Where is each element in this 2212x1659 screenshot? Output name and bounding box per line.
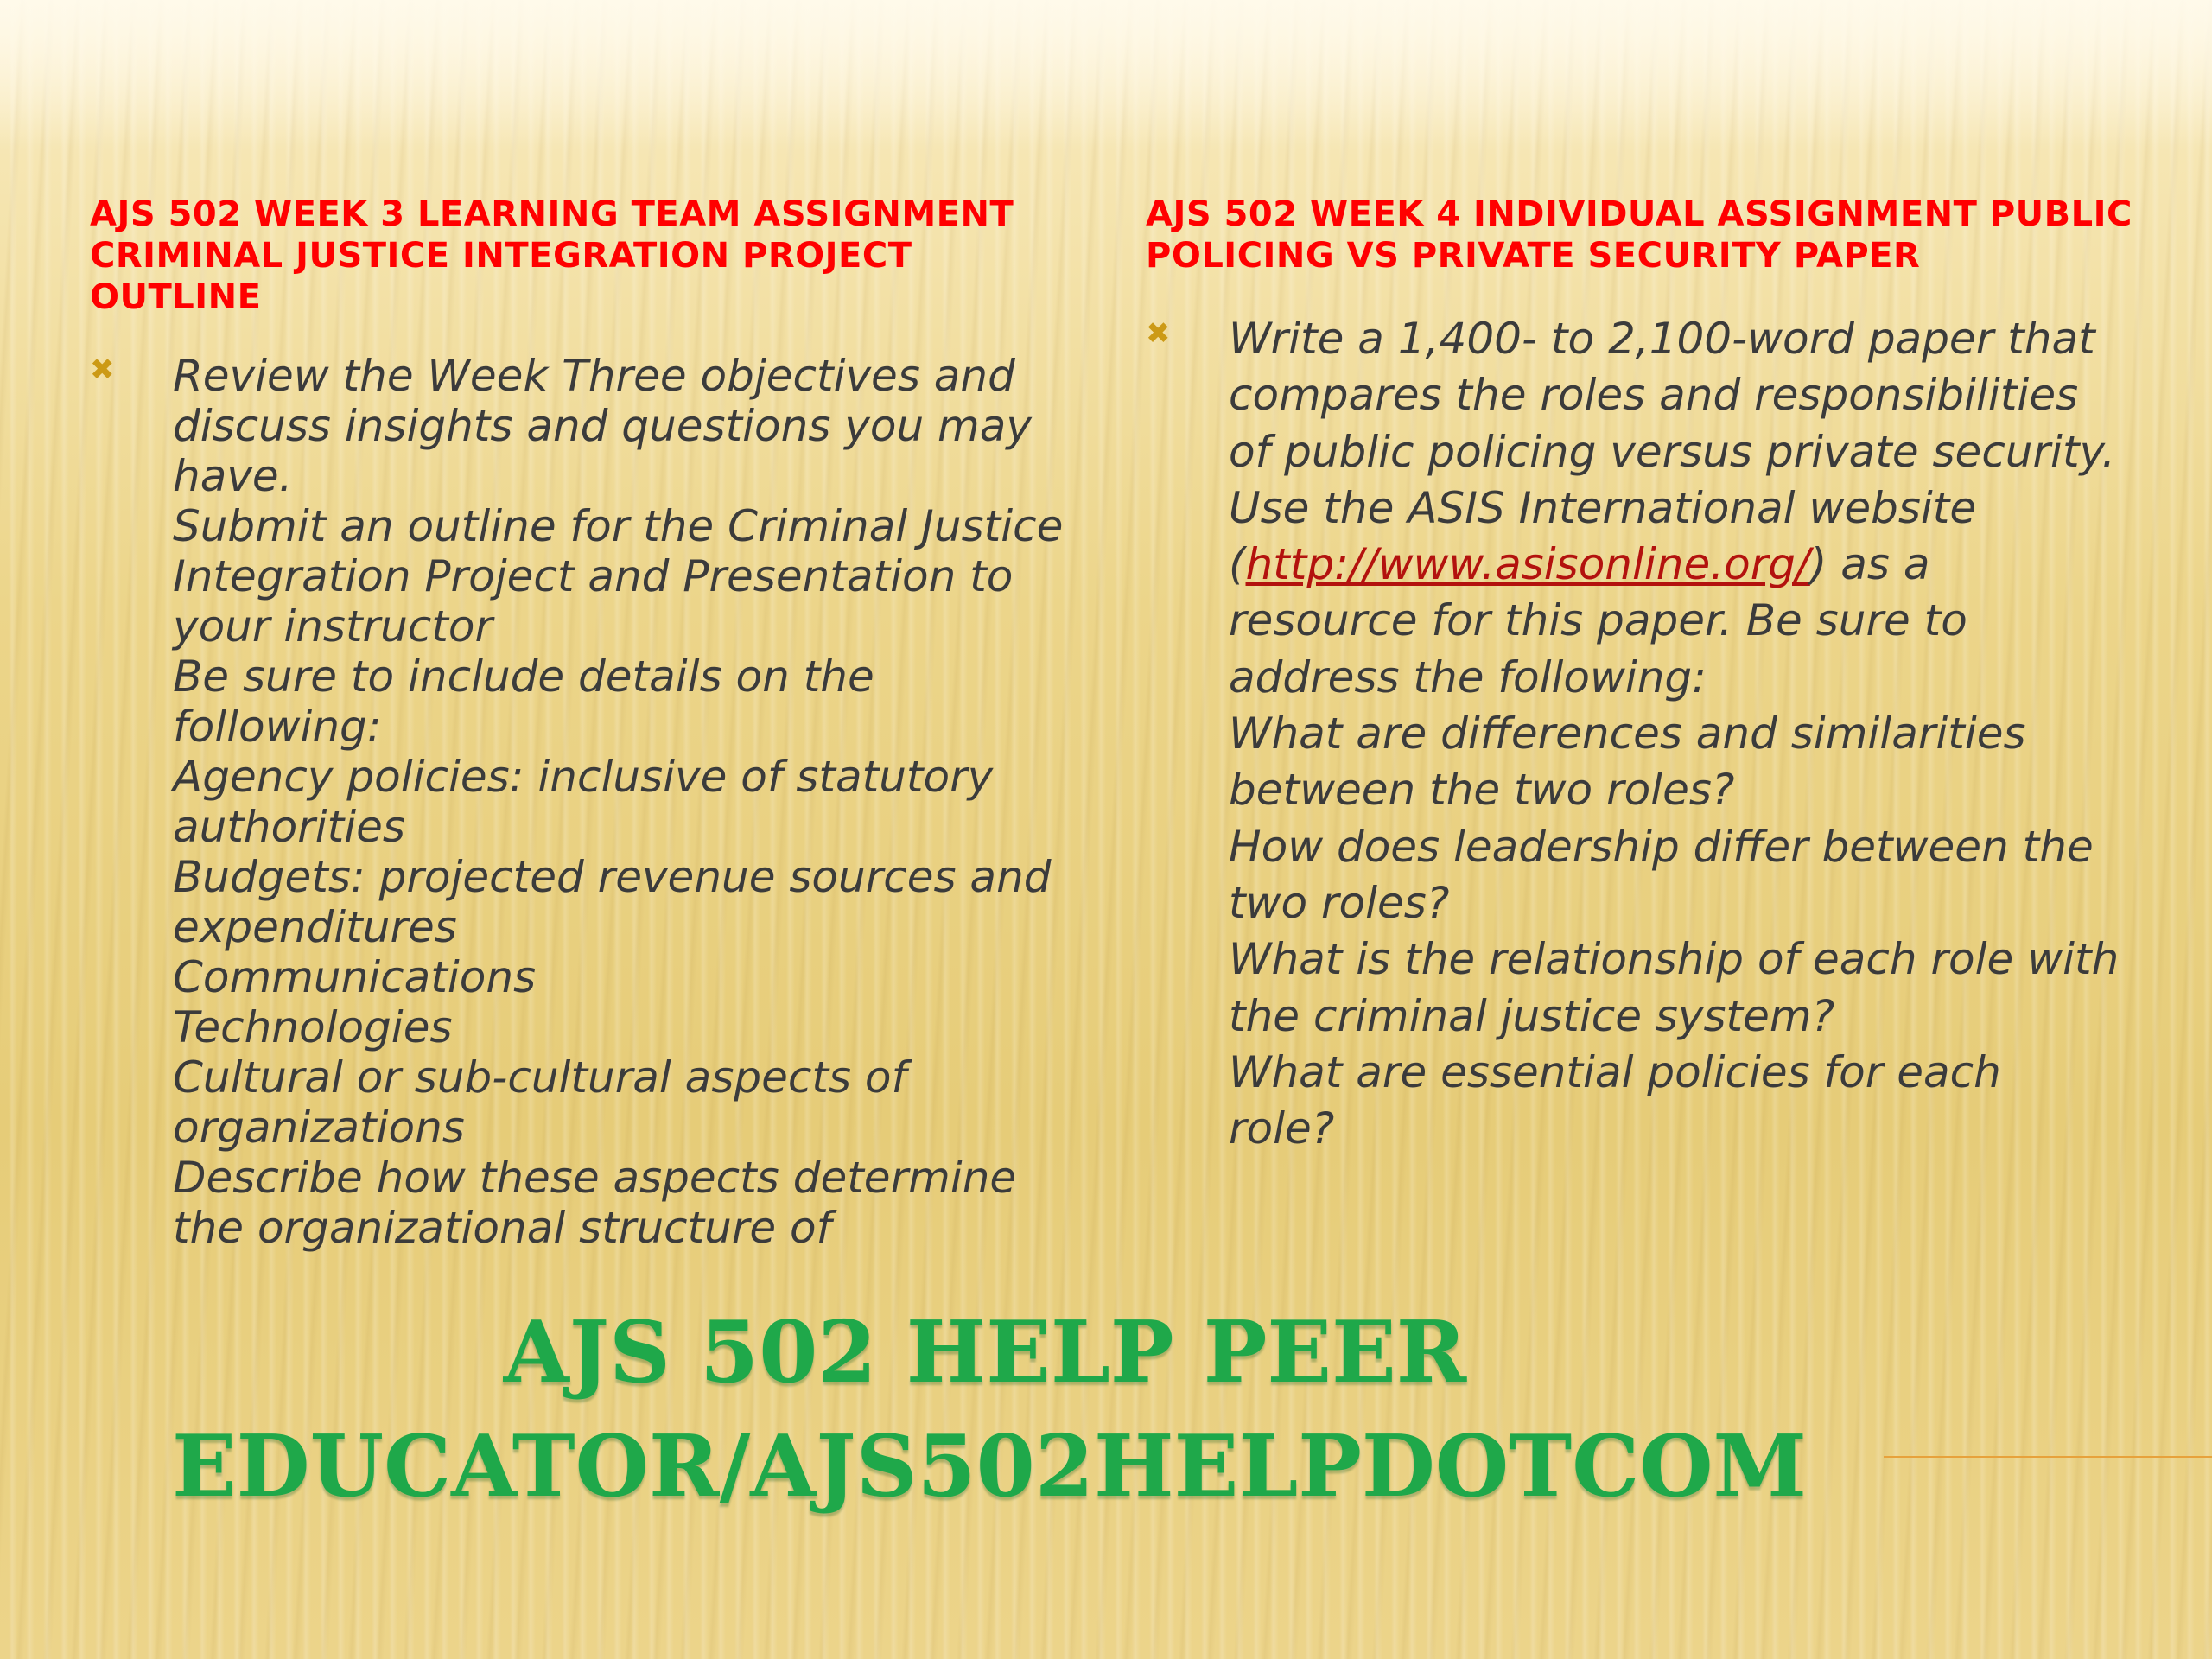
slide-title-line: AJS 502 HELP PEER [503,1303,1467,1402]
body-line: Technologies [173,1002,453,1052]
accent-rule [1884,1456,2212,1458]
body-line: Write a 1,400- to 2,100-word paper that [1229,314,2095,364]
body-line: Use the ASIS International website [1229,482,1977,533]
left-column [90,194,1092,1253]
x-bullet-icon: ✖ [90,353,115,387]
x-bullet-icon: ✖ [1146,316,1171,351]
body-line: Budgets: projected revenue sources and [173,852,1052,902]
body-line: of public policing versus private security. [1229,426,2116,477]
body-line: Agency policies: inclusive of statutory [173,752,994,802]
left-heading [90,194,1092,318]
asis-website-link[interactable]: http://www.asisonline.org/ [1245,539,1810,590]
body-line: Integration Project and Presentation to [173,551,1014,601]
body-line-with-link [1229,537,2119,593]
body-line: What is the relationship of each role with [1229,934,2120,985]
body-line: resource for this paper. Be sure to [1229,595,1967,646]
body-line: address the following: [1229,652,1707,702]
right-heading-line: AJS 502 WEEK 4 INDIVIDUAL ASSIGNMENT PUBLIC [1146,194,2133,234]
left-heading-line: AJS 502 WEEK 3 LEARNING TEAM ASSIGNMENT [90,194,1014,234]
right-heading [1146,194,2165,276]
body-line: Be sure to include details on the [173,652,874,702]
right-heading-line: POLICING VS PRIVATE SECURITY PAPER [1146,236,1921,276]
body-line: role? [1229,1103,1335,1154]
right-column [1146,194,2165,1154]
body-line: have. [173,451,293,501]
background-glow [0,0,2212,147]
body-line: What are differences and similarities [1229,709,2026,760]
body-line: between the two roles? [1229,765,1735,816]
body-line: following: [173,702,382,752]
body-line: What are essential policies for each [1229,1046,2001,1097]
body-line: Describe how these aspects determine [173,1153,1017,1203]
right-body-text [1229,311,2119,1157]
left-body-text [173,351,1063,1253]
body-line: the organizational structure of [173,1203,832,1253]
body-line: your instructor [173,601,493,652]
body-line: Review the Week Three objectives and [173,351,1015,401]
left-heading-line: CRIMINAL JUSTICE INTEGRATION PROJECT OUTLINE [90,236,912,317]
body-line: the criminal justice system? [1229,990,1835,1041]
body-line: Submit an outline for the Criminal Justice [173,501,1064,551]
body-line: expenditures [173,902,457,952]
slide-title [0,1296,2212,1524]
body-line: How does leadership differ between the [1229,821,2094,872]
slide-title-line: EDUCATOR/AJS502HELPDOTCOM [171,1417,1808,1516]
body-line: compares the roles and responsibilities [1229,370,2079,421]
body-line: organizations [173,1103,465,1153]
link-suffix: ) as a [1809,539,1930,590]
body-line: Cultural or sub-cultural aspects of [173,1052,907,1103]
body-line: two roles? [1229,877,1450,928]
body-line: authorities [173,802,405,852]
body-line: Communications [173,952,537,1002]
link-prefix: ( [1229,539,1246,590]
body-line: discuss insights and questions you may [173,401,1032,451]
